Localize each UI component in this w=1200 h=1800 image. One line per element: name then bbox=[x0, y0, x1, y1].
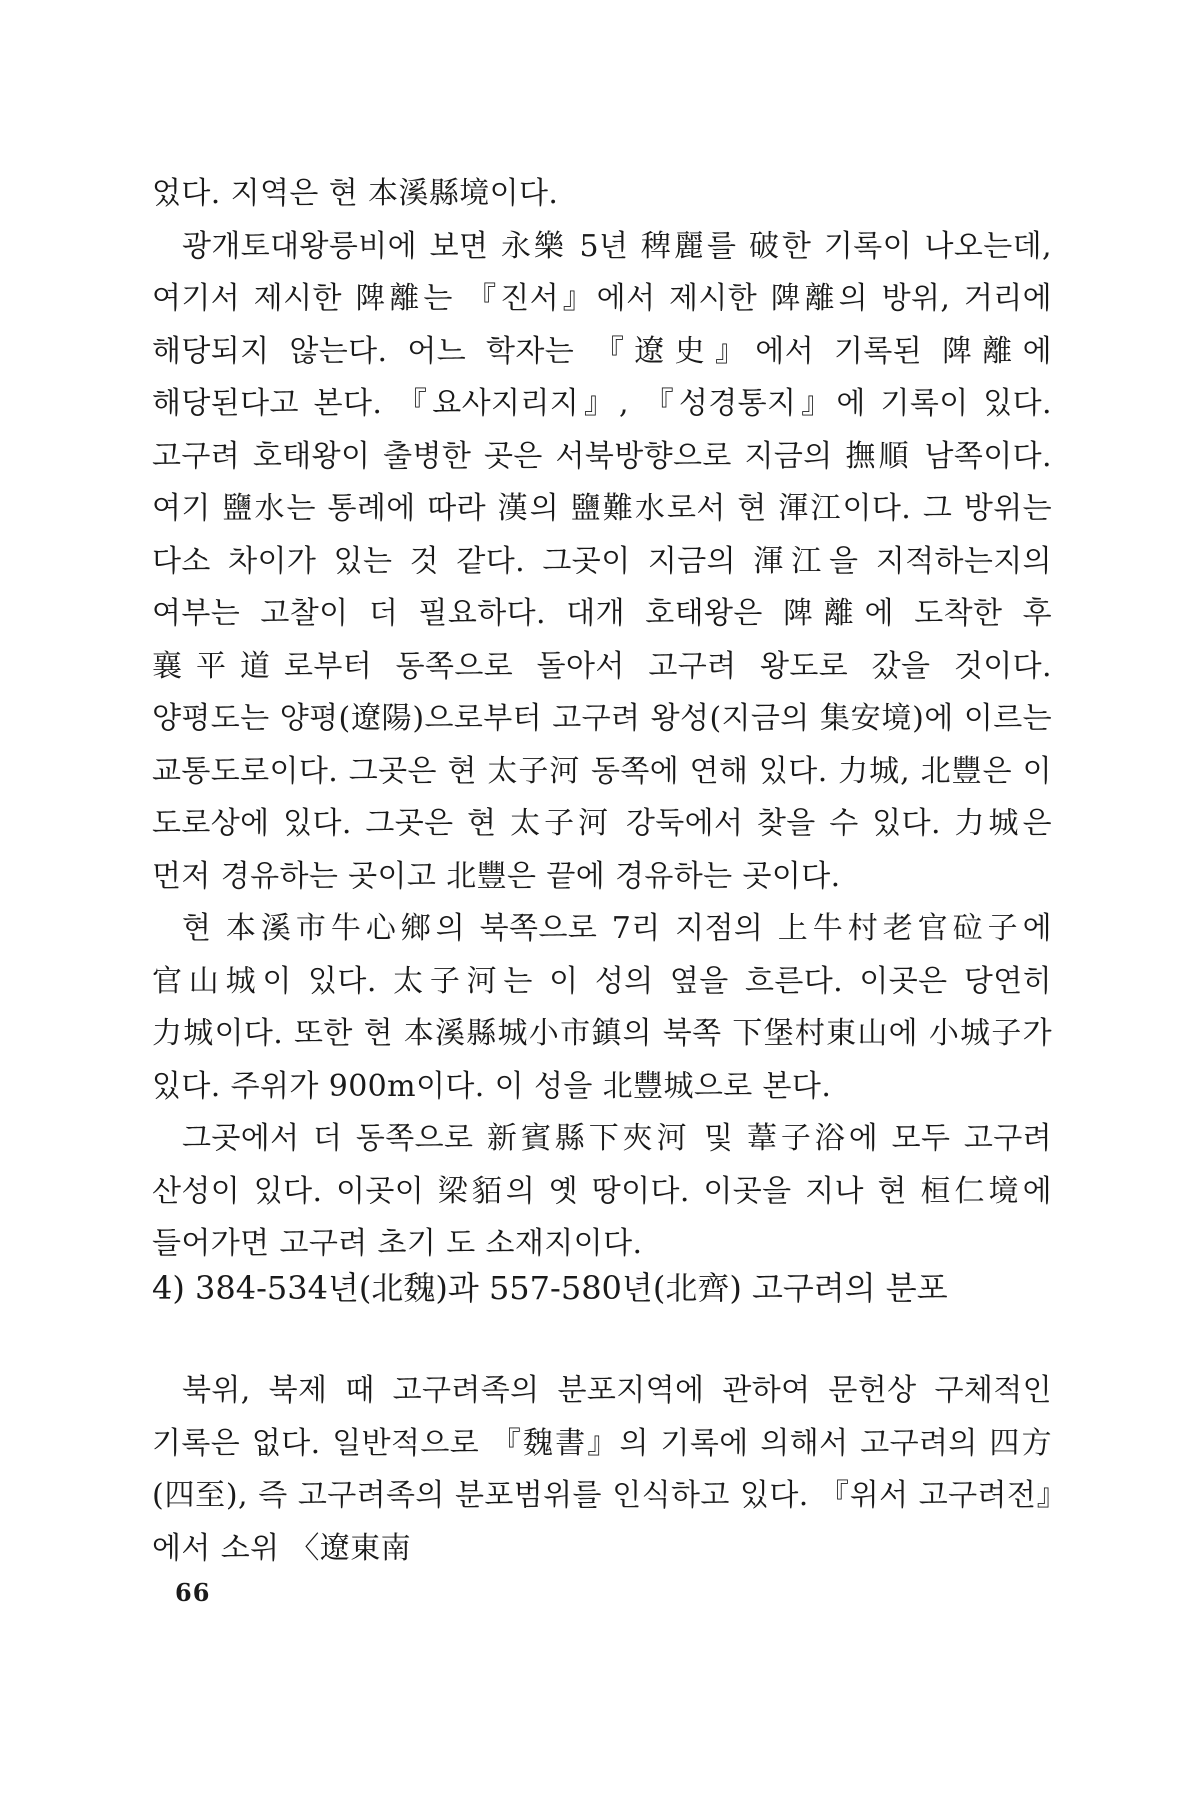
page-number: 66 bbox=[175, 1578, 211, 1607]
paragraph: 광개토대왕릉비에 보면 永樂 5년 稗麗를 破한 기록이 나오는데, 여기서 제시한 陴離는 『진서』에서 제시한 陴離의 방위, 거리에 해당되지 않는다. 어느 학자는 『遼史』에서 기록된 陴離에 해당된다고 본다. 『요사지리지』, 『성경통지』에 기록이 있다. 고구려 호태왕이 출병한 곳은 서북방향으로 지금의 撫順 남쪽이다. 여기 鹽水는 통례에 따라 漢의 鹽難水로서 현 渾江이다. 그 방위는 다소 차이가 있는 것 같다. 그곳이 지금의 渾江을 지적하는지의 여부는 고찰이 더 필요하다. 대개 호태왕은 陴離에 도착한 후 襄平道로부터 동쪽으로 돌아서 고구려 왕도로 갔을 것이다. 양평도는 양평(遼陽)으로부터 고구려 왕성(지금의 集安境)에 이르는 교통도로이다. 그곳은 현 太子河 동쪽에 연해 있다. 力城, 北豐은 이 도로상에 있다. 그곳은 현 太子河 강둑에서 찾을 수 있다. 力城은 먼저 경유하는 곳이고 北豐은 끝에 경유하는 곳이다. bbox=[152, 228, 1052, 894]
paragraph-continuation: 었다. 지역은 현 本溪縣境이다. bbox=[152, 176, 559, 211]
body-text-top bbox=[152, 168, 1052, 1271]
paragraph: 현 本溪市牛心鄉의 북쪽으로 7리 지점의 上牛村老官砬子에 官山城이 있다. 太子河는 이 성의 옆을 흐른다. 이곳은 당연히 力城이다. 또한 현 本溪縣城小市鎮의 북쪽 下堡村東山에 小城子가 있다. 주위가 900m이다. 이 성을 北豐城으로 본다. bbox=[152, 911, 1052, 1104]
paragraph: 그곳에서 더 동쪽으로 新賓縣下夾河 및 葦子浴에 모두 고구려 산성이 있다. 이곳이 梁貊의 옛 땅이다. 이곳을 지나 현 桓仁境에 들어가면 고구려 초기 도 소재지이다. bbox=[152, 1121, 1052, 1261]
section-heading: 4) 384-534년(北魏)과 557-580년(北齊) 고구려의 분포 bbox=[152, 1269, 948, 1307]
paragraph: 북위, 북제 때 고구려족의 분포지역에 관하여 문헌상 구체적인 기록은 없다. 일반적으로 『魏書』의 기록에 의해서 고구려의 四方(四至), 즉 고구려족의 분포범위를 인식하고 있다. 『위서 고구려전』에서 소위 〈遼東南 bbox=[152, 1373, 1052, 1566]
body-text-bottom bbox=[152, 1365, 1052, 1575]
